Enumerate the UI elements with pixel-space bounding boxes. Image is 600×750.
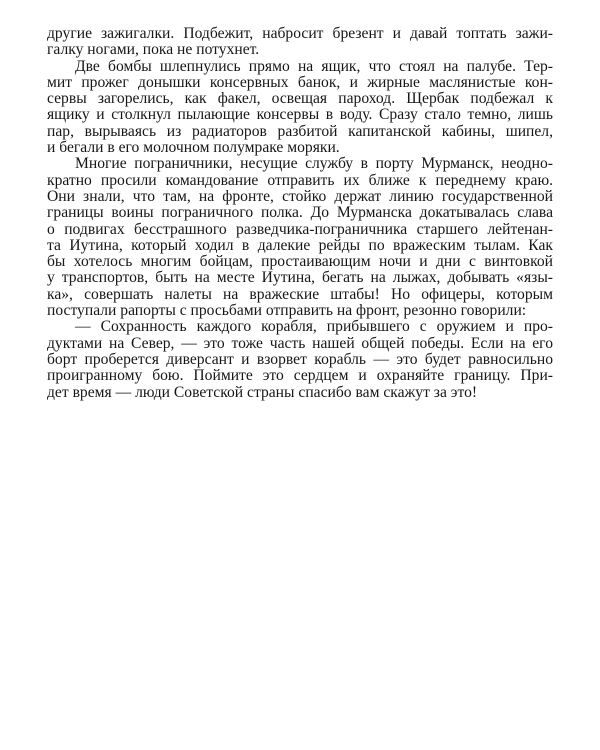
- text-line: кратно просили командование отправить их ближе к переднему краю.: [47, 171, 553, 189]
- paragraph: [47, 156, 553, 319]
- text-line: границы воины пограничного полка. До Мурманска докатывалась слава: [47, 204, 553, 222]
- text-line: ящику и столкнул пылающие консервы в воду. Сразу стало темно, лишь: [47, 106, 553, 124]
- text-line: борт проберется диверсант и взорвет корабль — это будет равносильно: [47, 350, 553, 368]
- text-line: поступали рапорты с просьбами отправить на фронт, резонно говорили:: [47, 302, 527, 320]
- text-line: сервы загорелись, как факел, освещая пароход. Щербак подбежал к: [47, 90, 553, 108]
- text-line: о подвигах бесстрашного разведчика-пограничника старшего лейтенан-: [47, 220, 553, 238]
- text-line: та Иутина, который ходил в далекие рейды по вражеским тылам. Как: [47, 236, 553, 254]
- book-page-text: [47, 26, 553, 401]
- text-line: и бегали в его молочном полумраке моряки.: [47, 139, 340, 157]
- text-line: проигранному бою. Поймите это сердцем и охраняйте границу. При-: [47, 367, 553, 385]
- paragraph: [47, 59, 553, 157]
- paragraph: [47, 26, 553, 59]
- text-line: — Сохранность каждого корабля, прибывшего с оружием и про-: [75, 318, 553, 336]
- paragraph: [47, 319, 553, 400]
- text-line: другие зажигалки. Подбежит, набросит брезент и давай топтать зажи-: [47, 25, 553, 42]
- text-line: дет время — люди Советской страны спасибо вам скажут за это!: [47, 383, 478, 401]
- text-line: галку ногами, пока не потухнет.: [47, 41, 260, 59]
- text-line: у транспортов, быть на месте Иутина, бегать на лыжах, добывать «язы-: [47, 269, 553, 287]
- text-line: Многие пограничники, несущие службу в порту Мурманск, неодно-: [75, 155, 553, 173]
- text-line: Они знали, что там, на фронте, стойко держат линию государственной: [47, 187, 553, 205]
- text-line: дуктами на Север, — это тоже часть нашей общей победы. Если на его: [47, 334, 553, 352]
- text-line: ка», совершать налеты на вражеские штабы! Но офицеры, которым: [47, 285, 553, 303]
- text-line: бы хотелось многим бойцам, простаивающим ночи и дни с винтовкой: [47, 253, 553, 271]
- text-line: пар, вырываясь из радиаторов разбитой капитанской кабины, шипел,: [47, 122, 553, 140]
- text-line: Две бомбы шлепнулись прямо на ящик, что стоял на палубе. Тер-: [75, 57, 553, 75]
- text-line: мит прожег донышки консервных банок, и жирные маслянистые кон-: [47, 73, 553, 91]
